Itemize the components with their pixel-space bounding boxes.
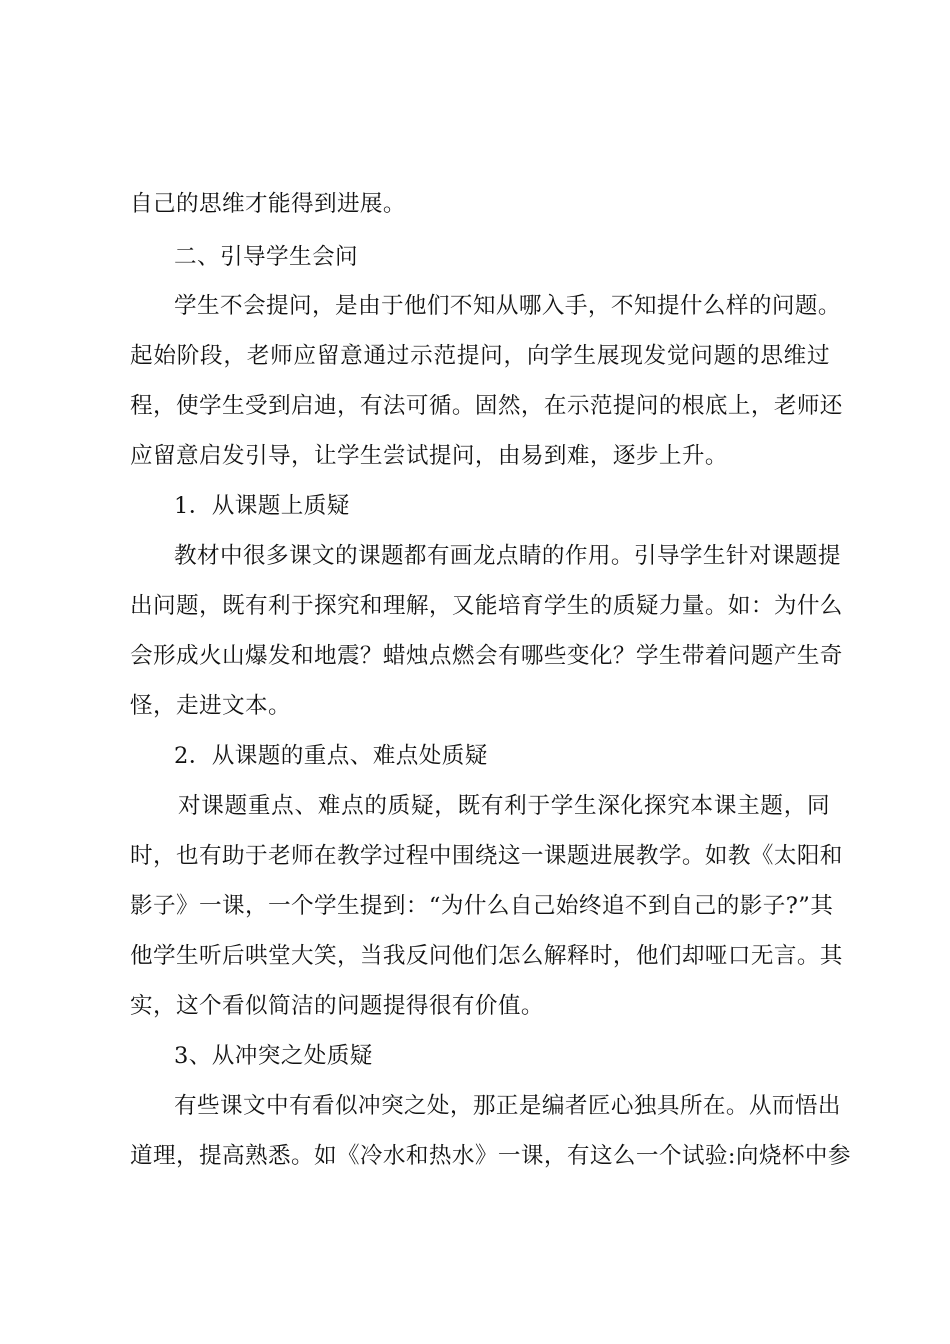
paragraph-line: 对课题重点、难点的质疑，既有利于学生深化探究本课主题，同	[178, 793, 830, 819]
paragraph-line: 怪，走进文本。	[130, 693, 291, 719]
paragraph-line: 自己的思维才能得到进展。	[130, 191, 406, 217]
subsection-heading: 1．从课题上质疑	[174, 493, 350, 519]
paragraph-line: 程，使学生受到启迪，有法可循。固然，在示范提问的根底上，老师还	[130, 393, 843, 419]
paragraph-line: 应留意启发引导，让学生尝试提问，由易到难，逐步上升。	[130, 443, 728, 469]
paragraph-line: 教材中很多课文的课题都有画龙点睛的作用。引导学生针对课题提	[174, 543, 841, 569]
paragraph-line: 有些课文中有看似冲突之处，那正是编者匠心独具所在。从而悟出	[174, 1093, 841, 1119]
paragraph-line: 起始阶段，老师应留意通过示范提问，向学生展现发觉问题的思维过	[130, 343, 830, 369]
section-heading: 二、引导学生会问	[174, 244, 358, 270]
paragraph-line: 他学生听后哄堂大笑，当我反问他们怎么解释时，他们却哑口无言。其	[130, 943, 843, 969]
paragraph-line: 学生不会提问，是由于他们不知从哪入手，不知提什么样的问题。	[174, 293, 841, 319]
subsection-heading: 3、从冲突之处质疑	[174, 1043, 373, 1069]
paragraph-line: 会形成火山爆发和地震？蜡烛点燃会有哪些变化？学生带着问题产生奇	[130, 643, 843, 669]
paragraph-line: 出问题，既有利于探究和理解，又能培育学生的质疑力量。如：为什么	[130, 593, 843, 619]
paragraph-line: 影子》一课，一个学生提到：“为什么自己始终追不到自己的影子?”其	[130, 893, 834, 919]
paragraph-line: 时，也有助于老师在教学过程中围绕这一课题进展教学。如教《太阳和	[130, 843, 843, 869]
paragraph-line: 道理，提高熟悉。如《冷水和热水》一课，有这么一个试验:向烧杯中参	[130, 1143, 851, 1169]
paragraph-line: 实，这个看似简洁的问题提得很有价值。	[130, 993, 544, 1019]
subsection-heading: 2．从课题的重点、难点处质疑	[174, 743, 488, 769]
